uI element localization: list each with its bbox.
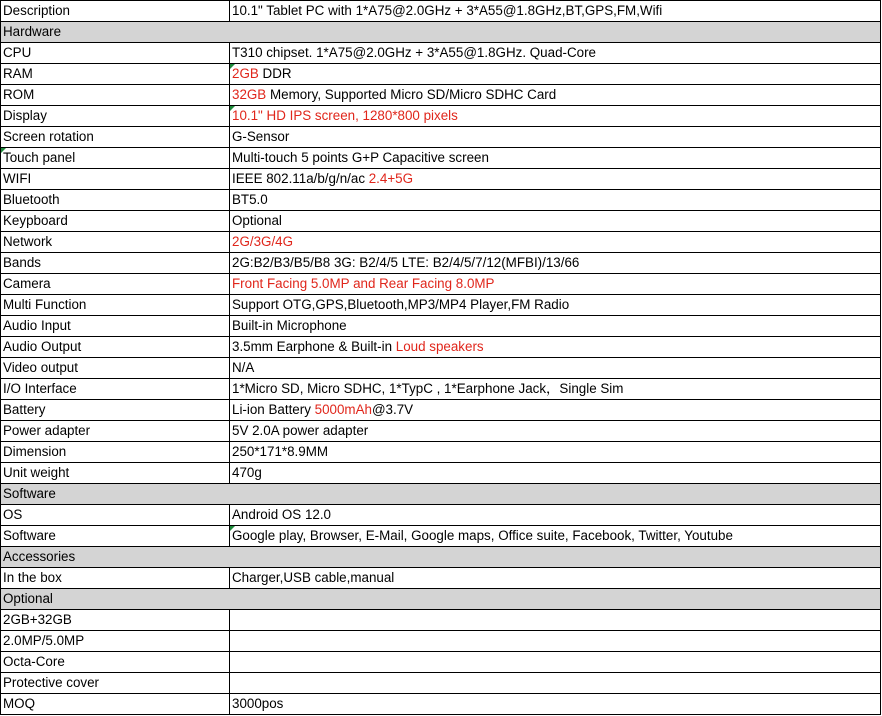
table-row [1, 316, 881, 337]
table-row [1, 673, 881, 694]
table-row [1, 43, 881, 64]
table-row [1, 400, 881, 421]
optional-item-cover: Protective cover [1, 673, 230, 694]
table-row [1, 652, 881, 673]
table-row [1, 337, 881, 358]
audio-output-value-highlight: Loud speakers [395, 339, 484, 354]
empty-cell [230, 610, 881, 631]
table-row [1, 694, 881, 715]
network-value: 2G/3G/4G [230, 232, 881, 253]
power-adapter-label: Power adapter [1, 421, 230, 442]
camera-value: Front Facing 5.0MP and Rear Facing 8.0MP [230, 274, 881, 295]
rom-label: ROM [1, 85, 230, 106]
keyboard-label: Keypboard [1, 211, 230, 232]
ram-value-rest: DDR [258, 66, 292, 81]
ram-label: RAM [1, 64, 230, 85]
description-label: Description [1, 1, 230, 22]
network-label: Network [1, 232, 230, 253]
battery-value [230, 400, 881, 421]
table-row [1, 169, 881, 190]
section-header-software: Software [1, 484, 881, 505]
os-label: OS [1, 505, 230, 526]
display-value: 10.1" HD IPS screen, 1280*800 pixels [230, 106, 881, 127]
table-row [1, 631, 881, 652]
table-row [1, 253, 881, 274]
io-interface-label: I/O Interface [1, 379, 230, 400]
video-output-value: N/A [230, 358, 881, 379]
bands-value: 2G:B2/B3/B5/B8 3G: B2/4/5 LTE: B2/4/5/7/12(MFBI)/13/66 [230, 253, 881, 274]
in-the-box-label: In the box [1, 568, 230, 589]
table-row [1, 442, 881, 463]
wifi-value-main: IEEE 802.11a/b/g/n/ac [232, 171, 369, 186]
section-row-hardware [1, 22, 881, 43]
table-row [1, 295, 881, 316]
section-row-software [1, 484, 881, 505]
description-value: 10.1" Tablet PC with 1*A75@2.0GHz + 3*A55@1.8GHz,BT,GPS,FM,Wifi [230, 1, 881, 22]
section-header-optional: Optional [1, 589, 881, 610]
table-row [1, 568, 881, 589]
table-row [1, 526, 881, 547]
table-row [1, 211, 881, 232]
table-row [1, 148, 881, 169]
table-row [1, 505, 881, 526]
in-the-box-value: Charger,USB cable,manual [230, 568, 881, 589]
table-row [1, 379, 881, 400]
optional-item-cpu: Octa-Core [1, 652, 230, 673]
optional-item-camera: 2.0MP/5.0MP [1, 631, 230, 652]
screen-rotation-label: Screen rotation [1, 127, 230, 148]
empty-cell [230, 631, 881, 652]
battery-value-main: Li-ion Battery [232, 402, 315, 417]
keyboard-value: Optional [230, 211, 881, 232]
audio-input-value: Built-in Microphone [230, 316, 881, 337]
wifi-label: WIFI [1, 169, 230, 190]
table-row [1, 610, 881, 631]
audio-output-label: Audio Output [1, 337, 230, 358]
bluetooth-label: Bluetooth [1, 190, 230, 211]
audio-input-label: Audio Input [1, 316, 230, 337]
wifi-value [230, 169, 881, 190]
multi-function-value: Support OTG,GPS,Bluetooth,MP3/MP4 Player,FM Radio [230, 295, 881, 316]
touch-panel-label: Touch panel [1, 148, 230, 169]
multi-function-label: Multi Function [1, 295, 230, 316]
screen-rotation-value: G-Sensor [230, 127, 881, 148]
battery-value-highlight: 5000mAh [314, 402, 372, 417]
table-row [1, 190, 881, 211]
display-label: Display [1, 106, 230, 127]
moq-value: 3000pos [230, 694, 881, 715]
section-header-hardware: Hardware [1, 22, 881, 43]
table-row [1, 274, 881, 295]
table-row [1, 1, 881, 22]
os-value: Android OS 12.0 [230, 505, 881, 526]
table-row [1, 106, 881, 127]
software-label: Software [1, 526, 230, 547]
rom-value [230, 85, 881, 106]
io-interface-value: 1*Micro SD, Micro SDHC, 1*TypC , 1*Earphone Jack，Single Sim [230, 379, 881, 400]
bands-label: Bands [1, 253, 230, 274]
table-row [1, 358, 881, 379]
audio-output-value-main: 3.5mm Earphone & Built-in [232, 339, 396, 354]
table-row [1, 127, 881, 148]
table-row [1, 64, 881, 85]
cpu-value: T310 chipset. 1*A75@2.0GHz + 3*A55@1.8GHz. Quad-Core [230, 43, 881, 64]
audio-output-value [230, 337, 881, 358]
unit-weight-label: Unit weight [1, 463, 230, 484]
empty-cell [230, 673, 881, 694]
rom-value-highlight: 32GB [232, 87, 267, 102]
table-row [1, 85, 881, 106]
rom-value-rest: Memory, Supported Micro SD/Micro SDHC Card [266, 87, 557, 102]
battery-label: Battery [1, 400, 230, 421]
optional-item-memory: 2GB+32GB [1, 610, 230, 631]
table-row [1, 463, 881, 484]
dimension-value: 250*171*8.9MM [230, 442, 881, 463]
table-row [1, 232, 881, 253]
ram-value [230, 64, 881, 85]
battery-value-rest: @3.7V [371, 402, 414, 417]
section-header-accessories: Accessories [1, 547, 881, 568]
section-row-accessories [1, 547, 881, 568]
touch-panel-value: Multi-touch 5 points G+P Capacitive screen [230, 148, 881, 169]
moq-label: MOQ [1, 694, 230, 715]
camera-label: Camera [1, 274, 230, 295]
ram-value-highlight: 2GB [232, 66, 259, 81]
power-adapter-value: 5V 2.0A power adapter [230, 421, 881, 442]
dimension-label: Dimension [1, 442, 230, 463]
wifi-value-highlight: 2.4+5G [368, 171, 414, 186]
cpu-label: CPU [1, 43, 230, 64]
software-value: Google play, Browser, E-Mail, Google maps, Office suite, Facebook, Twitter, Youtube [230, 526, 881, 547]
table-row [1, 421, 881, 442]
unit-weight-value: 470g [230, 463, 881, 484]
video-output-label: Video output [1, 358, 230, 379]
section-row-optional [1, 589, 881, 610]
bluetooth-value: BT5.0 [230, 190, 881, 211]
empty-cell [230, 652, 881, 673]
